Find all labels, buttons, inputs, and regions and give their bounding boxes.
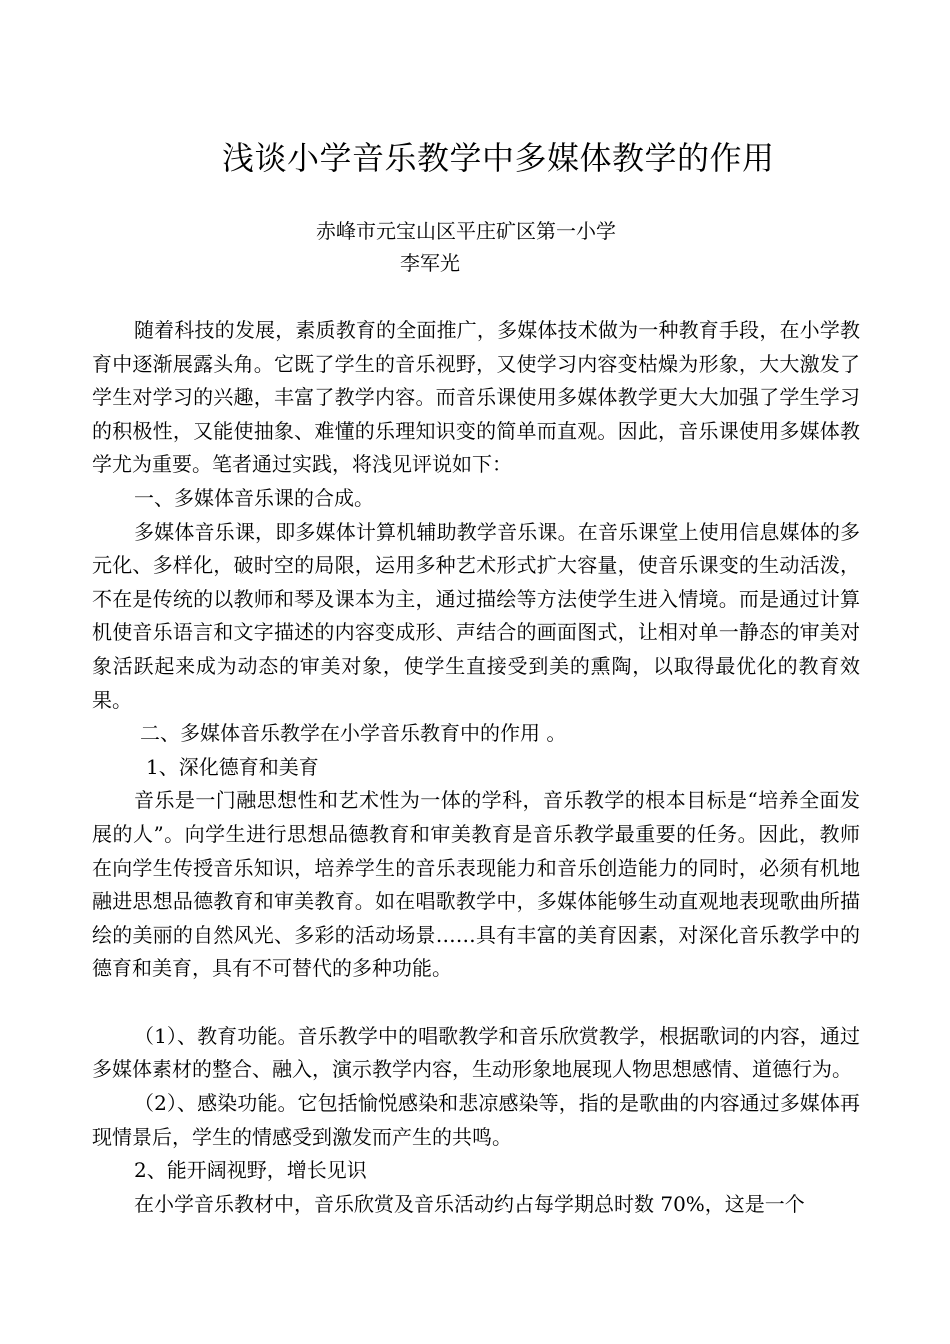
paragraph-moral-aesthetic: 音乐是一门融思想性和艺术性为一体的学科，音乐教学的根本目标是“培养全面发展的人”。向学生进行思想品德教育和审美教育是音乐教学最重要的任务。因此，教师在向学生传授音乐知识，培养学生的音乐表现能力和音乐创造能力的同时，必须有机地融进思想品德教育和审美教育。如在唱歌教学中，多媒体能够生动直观地表现歌曲所描绘的美丽的自然风光、多彩的活动场景……具有丰富的美育因素，对深化音乐教学中的德育和美育，具有不可替代的多种功能。 (92, 788, 860, 981)
subsection-heading-1: 1、深化德育和美育 (146, 754, 319, 779)
paragraph-infection-function: （2）、感染功能。它包括愉悦感染和悲凉感染等，指的是歌曲的内容通过多媒体再现情景后，学生的情感受到激发而产生的共鸣。 (92, 1091, 860, 1149)
paragraph-music-appreciation: 在小学音乐教材中，音乐欣赏及音乐活动约占每学期总时数 70%，这是一个 (134, 1191, 805, 1216)
section-heading-1: 一、多媒体音乐课的合成。 (134, 485, 374, 510)
author-organization: 赤峰市元宝山区平庄矿区第一小学 (316, 219, 616, 243)
paragraph-intro: 随着科技的发展，素质教育的全面推广，多媒体技术做为一种教育手段，在小学教育中逐渐展露头角。它既了学生的音乐视野，又使学习内容变枯燥为形象，大大激发了学生对学习的兴趣，丰富了教学内容。而音乐课使用多媒体教学更大大加强了学生学习的积极性，又能使抽象、难懂的乐理知识变的简单而直观。因此，音乐课使用多媒体教学尤为重要。笔者通过实践，将浅见评说如下： (92, 318, 860, 477)
paragraph-education-function: （1）、教育功能。音乐教学中的唱歌教学和音乐欣赏教学，根据歌词的内容，通过多媒体素材的整合、融入，演示教学内容，生动形象地展现人物思想感情、道德行为。 (92, 1023, 860, 1082)
paragraph-multimedia-class: 多媒体音乐课，即多媒体计算机辅助教学音乐课。在音乐课堂上使用信息媒体的多元化、多样化，破时空的局限，运用多种艺术形式扩大容量，使音乐课变的生动活泼，不在是传统的以教师和琴及课本为主，通过描绘等方法使学生进入情境。而是通过计算机使音乐语言和文字描述的内容变成形、声结合的画面图式，让相对单一静态的审美对象活跃起来成为动态的审美对象，使学生直接受到美的熏陶，以取得最优化的教育效果。 (92, 519, 860, 712)
document-title: 浅谈小学音乐教学中多媒体教学的作用 (222, 139, 775, 177)
document-body (92, 314, 860, 1221)
author-name: 李军光 (400, 251, 460, 275)
section-heading-2: 二、多媒体音乐教学在小学音乐教育中的作用 。 (140, 721, 567, 746)
subsection-heading-2: 2、能开阔视野，增长见识 (134, 1158, 367, 1183)
